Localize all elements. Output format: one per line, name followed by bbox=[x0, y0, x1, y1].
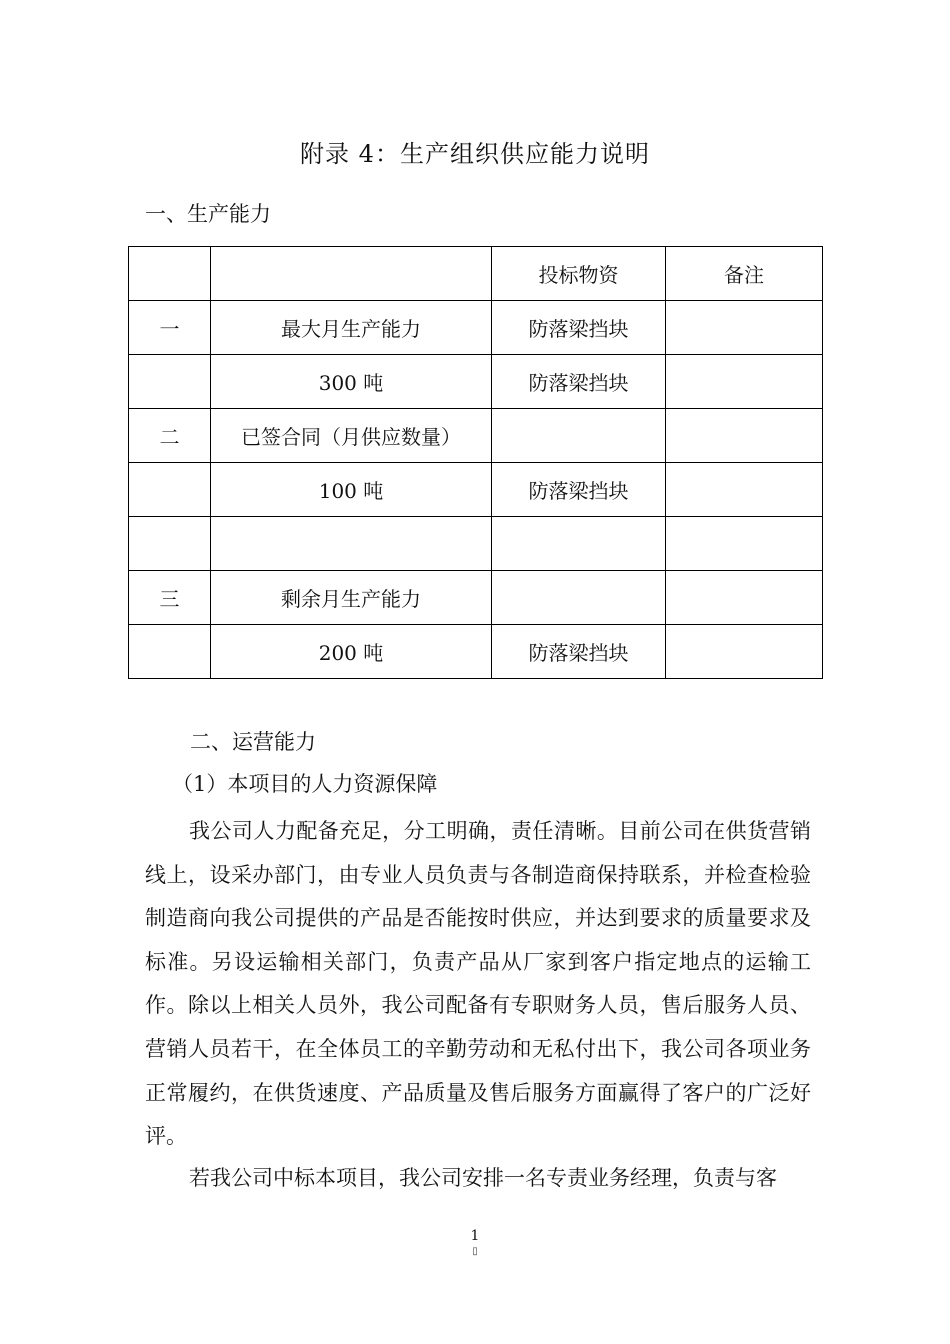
table-cell: 防落梁挡块 bbox=[492, 355, 666, 409]
table-cell bbox=[129, 625, 211, 679]
page-mark: ▯ bbox=[472, 1246, 478, 1257]
table-cell: 二 bbox=[129, 409, 211, 463]
subsection1-heading: （1）本项目的人力资源保障 bbox=[172, 772, 438, 796]
document-title: 附录 4：生产组织供应能力说明 bbox=[300, 140, 650, 168]
table-cell bbox=[492, 517, 666, 571]
table-row bbox=[129, 355, 823, 409]
table-row bbox=[129, 409, 823, 463]
table-row bbox=[129, 463, 823, 517]
table-cell bbox=[666, 409, 823, 463]
table-cell bbox=[211, 247, 492, 301]
table-cell bbox=[129, 517, 211, 571]
table-cell bbox=[492, 409, 666, 463]
table-row bbox=[129, 571, 823, 625]
table-cell: 三 bbox=[129, 571, 211, 625]
table-cell: 200 吨 bbox=[211, 625, 492, 679]
table-cell: 最大月生产能力 bbox=[211, 301, 492, 355]
table-cell bbox=[666, 355, 823, 409]
capacity-table bbox=[128, 246, 823, 679]
table-cell: 备注 bbox=[666, 247, 823, 301]
section2-heading: 二、运营能力 bbox=[190, 730, 316, 754]
table-cell: 防落梁挡块 bbox=[492, 625, 666, 679]
table-cell: 300 吨 bbox=[211, 355, 492, 409]
table-cell: 100 吨 bbox=[211, 463, 492, 517]
paragraph-1: 我公司人力配备充足，分工明确，责任清晰。目前公司在供货营销线上，设采办部门，由专业人员负责与各制造商保持联系，并检查检验制造商向我公司提供的产品是否能按时供应，并达到要求的质量要求及标准。另设运输相关部门，负责产品从厂家到客户指定地点的运输工作。除以上相关人员外，我公司配备有专职财务人员，售后服务人员、营销人员若干，在全体员工的辛勤劳动和无私付出下，我公司各项业务正常履约，在供货速度、产品质量及售后服务方面赢得了客户的广泛好评。 bbox=[145, 819, 811, 1149]
table-cell bbox=[666, 463, 823, 517]
table-cell: 已签合同（月供应数量） bbox=[211, 409, 492, 463]
table-cell: 防落梁挡块 bbox=[492, 463, 666, 517]
paragraph-2: 若我公司中标本项目，我公司安排一名专责业务经理，负责与客 bbox=[189, 1166, 777, 1190]
table-cell: 剩余月生产能力 bbox=[211, 571, 492, 625]
table-cell: 防落梁挡块 bbox=[492, 301, 666, 355]
table-cell bbox=[492, 571, 666, 625]
table-row bbox=[129, 517, 823, 571]
table-cell bbox=[666, 625, 823, 679]
table-row bbox=[129, 301, 823, 355]
table-cell bbox=[666, 517, 823, 571]
section1-heading: 一、生产能力 bbox=[145, 202, 271, 226]
table-header-row bbox=[129, 247, 823, 301]
table-row bbox=[129, 625, 823, 679]
table-cell bbox=[129, 247, 211, 301]
page-number: 1 bbox=[470, 1228, 480, 1244]
table-cell bbox=[666, 301, 823, 355]
table-cell bbox=[129, 355, 211, 409]
table-cell bbox=[129, 463, 211, 517]
table-cell: 一 bbox=[129, 301, 211, 355]
table-cell: 投标物资 bbox=[492, 247, 666, 301]
table-cell bbox=[211, 517, 492, 571]
table-cell bbox=[666, 571, 823, 625]
